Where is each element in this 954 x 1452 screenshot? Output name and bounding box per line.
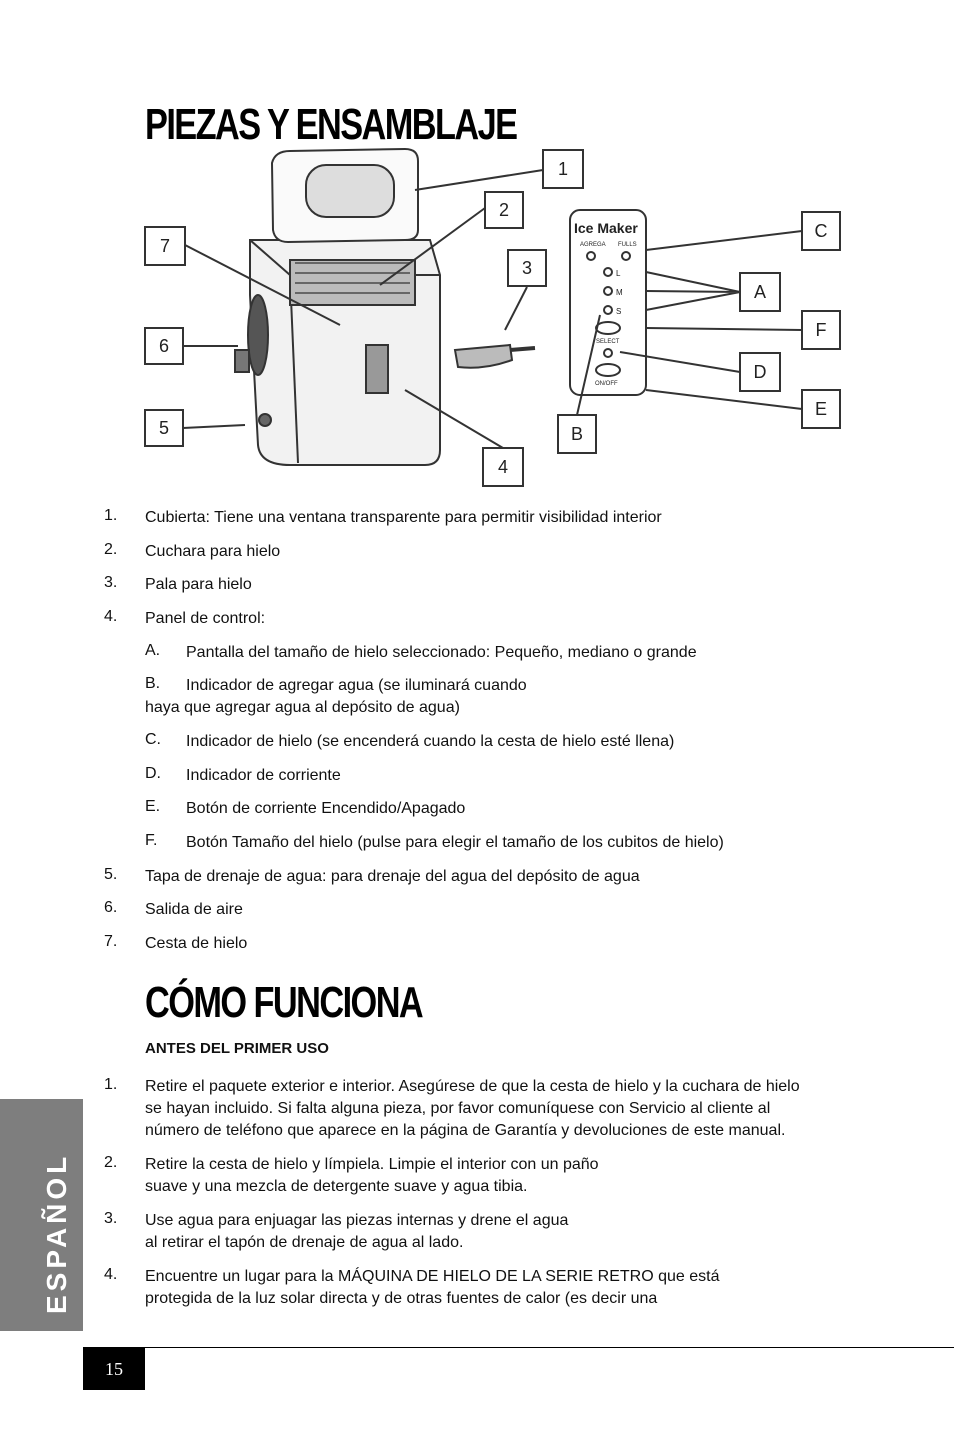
list-item: Cuchara para hielo [145, 543, 281, 560]
svg-text:M: M [616, 288, 623, 297]
sublist-letter: F. [145, 832, 158, 849]
language-side-tab [0, 1099, 83, 1331]
callout-5: 5 [158, 418, 170, 438]
list-item: Panel de control: [145, 610, 266, 627]
list-item: Salida de aire [145, 901, 243, 918]
step-line: número de teléfono que aparece en la página de Garantía y devoluciones de este manual. [145, 1122, 786, 1139]
list-number: 7. [104, 933, 118, 950]
callout-e: E [814, 399, 828, 419]
control-panel [570, 210, 646, 395]
callout-7: 7 [159, 236, 171, 256]
sublist-letter: B. [145, 675, 161, 692]
callout-a: A [753, 282, 767, 302]
step-number: 2. [104, 1154, 118, 1171]
callout-b: B [570, 424, 584, 444]
section-title-how-it-works: CÓMO FUNCIONA [145, 978, 423, 1027]
list-number: 3. [104, 574, 118, 591]
subheading: ANTES DEL PRIMER USO [145, 1040, 329, 1057]
sublist-item: Pantalla del tamaño de hielo seleccionado: Pequeño, mediano o grande [186, 644, 697, 661]
section-title-parts: PIEZAS Y ENSAMBLAJE [145, 100, 517, 149]
step-line: Encuentre un lugar para la MÁQUINA DE HIELO DE LA SERIE RETRO que está [145, 1268, 720, 1285]
list-item: Cubierta: Tiene una ventana transparente para permitir visibilidad interior [145, 509, 662, 526]
footer-rule [83, 1347, 954, 1348]
sublist-letter: A. [145, 642, 161, 659]
svg-text:FULLS: FULLS [618, 242, 637, 248]
callout-2: 2 [498, 200, 510, 220]
panel-title: Ice Maker [574, 220, 638, 236]
sublist-item: Indicador de hielo (se encenderá cuando la cesta de hielo esté llena) [186, 733, 675, 750]
svg-text:ON/OFF: ON/OFF [595, 381, 618, 387]
list-number: 1. [104, 507, 118, 524]
step-line: se hayan incluido. Si falta alguna pieza, por favor comuníquese con Servicio al cliente al [145, 1100, 771, 1117]
sublist-letter: D. [145, 765, 161, 782]
callout-3: 3 [521, 258, 533, 278]
sublist-item: Indicador de corriente [186, 767, 341, 784]
callout-d: D [753, 362, 767, 382]
ice-scoop [455, 345, 512, 368]
list-item: Cesta de hielo [145, 935, 248, 952]
sublist-item: Botón de corriente Encendido/Apagado [186, 800, 466, 817]
svg-text:AGREGA: AGREGA [580, 242, 606, 248]
svg-text:SELECT: SELECT [596, 339, 620, 345]
callout-f: F [815, 320, 827, 340]
svg-text:S: S [616, 307, 622, 316]
list-number: 5. [104, 866, 118, 883]
step-number: 1. [104, 1076, 118, 1093]
step-line: al retirar el tapón de drenaje de agua al lado. [145, 1234, 464, 1251]
sublist-item: Botón Tamaño del hielo (pulse para elegir el tamaño de los cubitos de hielo) [186, 834, 724, 851]
ice-maker-diagram [140, 145, 845, 490]
callout-6: 6 [158, 336, 170, 356]
list-number: 4. [104, 608, 118, 625]
callout-c: C [814, 221, 828, 241]
sublist-item: Indicador de agregar agua (se iluminará cuando [186, 677, 527, 694]
page-number: 15 [83, 1348, 145, 1390]
step-line: Retire la cesta de hielo y límpiela. Limpie el interior con un paño [145, 1156, 599, 1173]
callout-4: 4 [497, 457, 509, 477]
step-number: 4. [104, 1266, 118, 1283]
list-number: 2. [104, 541, 118, 558]
list-number: 6. [104, 899, 118, 916]
list-item: Pala para hielo [145, 576, 252, 593]
svg-text:L: L [616, 269, 621, 278]
step-line: Retire el paquete exterior e interior. Asegúrese de que la cesta de hielo y la cuchara de hielo [145, 1078, 800, 1095]
sublist-letter: E. [145, 798, 161, 815]
sublist-letter: C. [145, 731, 161, 748]
language-label: ESPAÑOL [41, 1152, 72, 1314]
step-line: protegida de la luz solar directa y de otras fuentes de calor (es decir una [145, 1290, 658, 1307]
sublist-item-continued: haya que agregar agua al depósito de agua) [145, 699, 460, 716]
callout-1: 1 [557, 159, 569, 179]
step-number: 3. [104, 1210, 118, 1227]
step-line: suave y una mezcla de detergente suave y agua tibia. [145, 1178, 528, 1195]
step-line: Use agua para enjuagar las piezas internas y drene el agua [145, 1212, 569, 1229]
list-item: Tapa de drenaje de agua: para drenaje del agua del depósito de agua [145, 868, 640, 885]
